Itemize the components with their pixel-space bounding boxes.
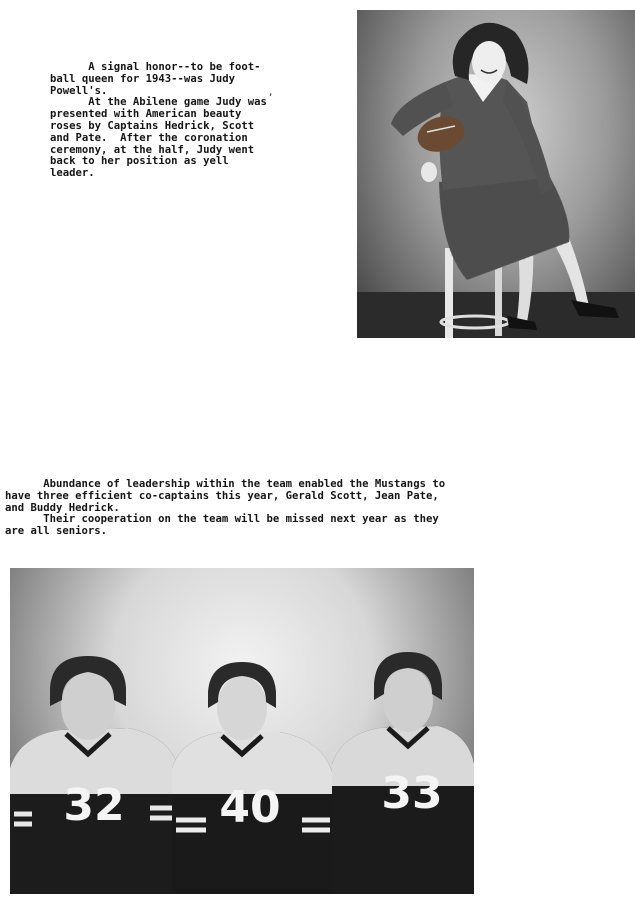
queen-caption-line: A signal honor--to be foot- [50, 61, 261, 73]
co-captains-illustration [10, 568, 474, 894]
jersey-number-32: 32 [63, 780, 125, 831]
captains-caption [5, 479, 445, 538]
queen-caption-line: At the Abilene game Judy was [50, 96, 267, 109]
face [472, 41, 506, 83]
queen-caption-line: and Pate. After the coronation [50, 131, 248, 144]
captains-caption-line: and Buddy Hedrick. [5, 501, 120, 514]
queen-caption-line: ball queen for 1943--was Judy [50, 72, 235, 85]
hand [421, 162, 437, 182]
print-speck: , [268, 88, 274, 98]
captains-caption-line: are all seniors. [5, 525, 108, 538]
football-queen-illustration [357, 10, 635, 338]
jersey-number-40: 40 [219, 782, 281, 833]
queen-caption-line: Powell's. [50, 84, 108, 97]
queen-caption-line: back to her position as yell [50, 155, 229, 168]
queen-caption-line: ceremony, at the half, Judy went [50, 143, 255, 156]
queen-caption [50, 62, 267, 180]
queen-caption-line: leader. [50, 167, 95, 180]
player-32 [10, 656, 178, 894]
queen-caption-line: presented with American beauty [50, 108, 242, 121]
captains-caption-line: Abundance of leadership within the team enabled the Mustangs to [5, 478, 446, 490]
jersey-number-33: 33 [381, 768, 443, 819]
player-40 [172, 662, 332, 894]
captains-caption-line: Their cooperation on the team will be missed next year as they [5, 513, 439, 526]
co-captains-photo [10, 568, 474, 894]
football-queen-photo [357, 10, 635, 338]
queen-caption-line: roses by Captains Hedrick, Scott [50, 119, 255, 132]
player-33 [332, 652, 474, 894]
captains-caption-line: have three efficient co-captains this year, Gerald Scott, Jean Pate, [5, 489, 439, 502]
